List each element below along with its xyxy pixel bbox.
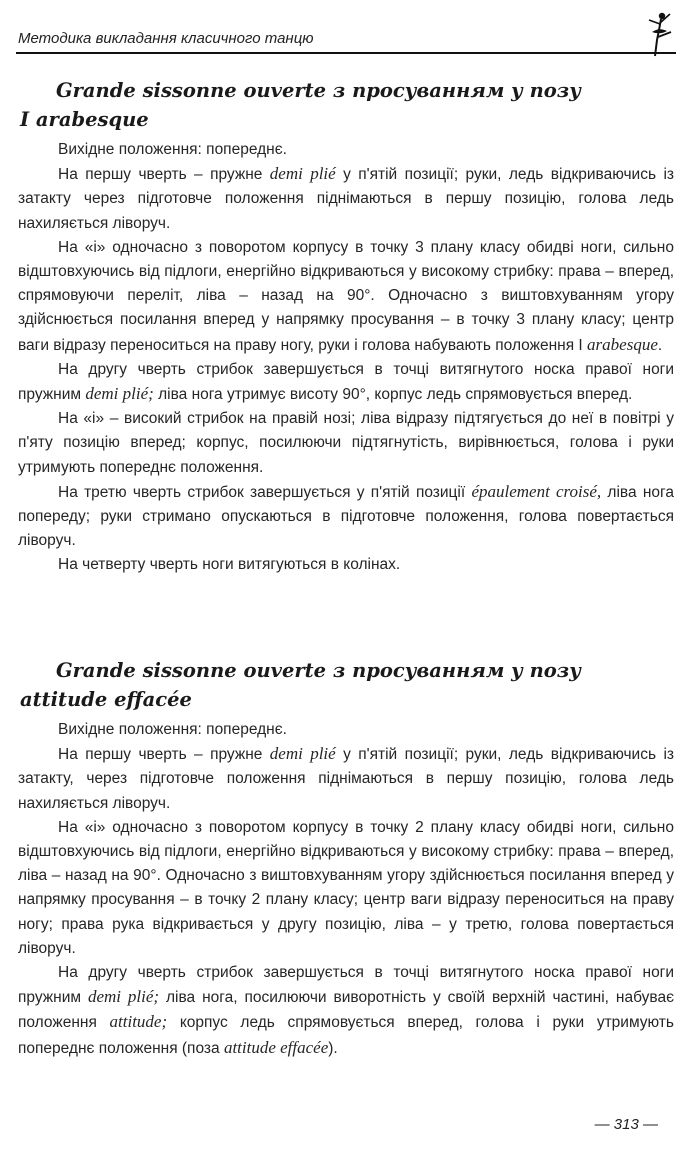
paragraph-and-count: На «і» одночасно з поворотом корпусу в точку 3 плану класу обидві ноги, сильно відштовхуючись від підлоги, енергійно відкриваються у високому стрибку: права – вперед, спрямовуючи переліт, ліва – назад на 90°. Одночасно з виштовхуванням угору здійснюється посилання вперед у напрямку просування – в точку 3 плану класу; центр ваги відразу переноситься на праву ногу, руки і голова набувають положення І arabesque. bbox=[18, 238, 674, 354]
paragraph-initial-position: Вихідне положення: попереднє. bbox=[58, 721, 287, 738]
paragraph-and-count: На «і» одночасно з поворотом корпусу в точку 2 плану класу обидві ноги, сильно відштовхуючись від підлоги, енергійно відкриваються у високому стрибку: права – вперед, ліва – назад на 90°. Одночасно з виштовхуванням угору здійснюється посилання вперед у напрямку просування – в точку 2 плану класу; центр ваги відразу переноситься на праву ногу; права рука відкривається у другу позицію, ліва – у третю, голова повертається ліворуч. bbox=[18, 818, 674, 957]
paragraph-initial-position: Вихідне положення: попереднє. bbox=[58, 141, 287, 158]
section-title bbox=[18, 656, 674, 714]
section-arabesque bbox=[18, 76, 674, 578]
header-rule bbox=[16, 52, 676, 54]
paragraph-second-count: На другу чверть стрибок завершується в точці витягнутого носка правої ноги пружним demi plié; ліва нога, посилюючи виворотність у своїй верхній частині, набуває положення attitude; корпус ледь спрямовується вперед, голова і руки утримують попереднє положення (поза attitude effacée). bbox=[18, 964, 674, 1057]
running-header-title: Методика викладання класичного танцю bbox=[18, 30, 314, 47]
ballerina-silhouette-icon bbox=[640, 10, 674, 58]
page-number: — 313 — bbox=[594, 1116, 658, 1133]
paragraph-and-jump: На «і» – високий стрибок на правій нозі; ліва відразу підтягується до неї в повітрі у п'яту позицію вперед; корпус, посилюючи підтягнутість, вирівнюється, голова і руки утримують попереднє положення. bbox=[18, 410, 674, 476]
section-title bbox=[18, 76, 674, 134]
section-title-line2: I arabesque bbox=[20, 108, 149, 131]
paragraph-third-count: На третю чверть стрибок завершується у п'ятій позиції épaulement croisé, ліва нога попереду; руки стримано опускаються в підготовче положення, голова повертається ліворуч. bbox=[18, 481, 674, 550]
section-title-line1: Grande sissonne ouverte з просуванням у позу bbox=[56, 79, 581, 102]
section-title-line2: attitude effacée bbox=[20, 688, 192, 711]
paragraph-fourth-count: На четверту чверть ноги витягуються в колінах. bbox=[58, 556, 401, 574]
paragraph-second-count: На другу чверть стрибок завершується в точці витягнутого носка правої ноги пружним demi plié; ліва нога утримує висоту 90°, корпус ледь спрямовується вперед. bbox=[18, 360, 674, 404]
paragraph-first-count: На першу чверть – пружне demi plié у п'ятій позиції; руки, ледь відкриваючись із затакту через підготовче положення піднімаються в першу позицію, голова ледь нахиляється ліворуч. bbox=[18, 164, 674, 232]
section-title-line1: Grande sissonne ouverte з просуванням у позу bbox=[56, 659, 581, 682]
paragraph-first-count: На першу чверть – пружне demi plié у п'ятій позиції; руки, ледь відкриваючись із затакту, через підготовче положення піднімаються в першу позицію, голова ледь нахиляється ліворуч. bbox=[18, 744, 674, 812]
section-attitude-effacee bbox=[18, 656, 674, 1061]
